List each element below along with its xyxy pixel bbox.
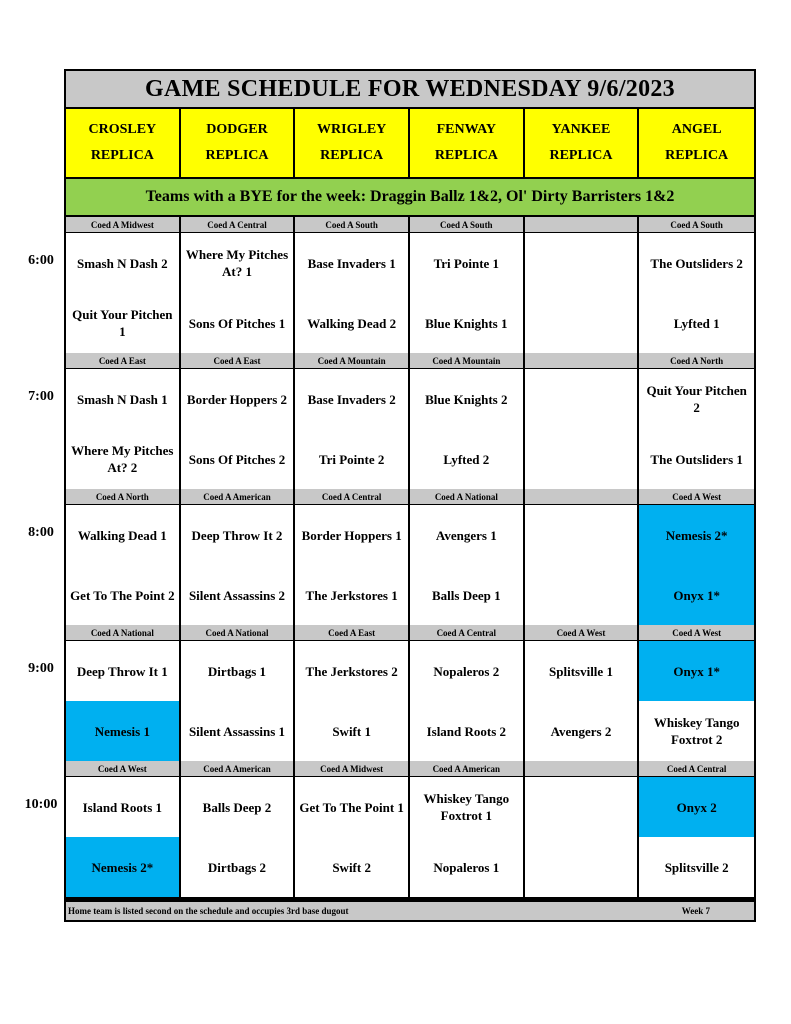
game-row <box>66 777 754 897</box>
time-label: 7:00 <box>28 389 54 404</box>
field-header <box>410 109 525 177</box>
field-name: FENWAY <box>436 122 497 137</box>
away-team: Deep Throw It 2 <box>181 505 294 565</box>
division-label: Coed A Mountain <box>295 353 410 369</box>
division-label: Coed A East <box>181 353 296 369</box>
home-team: Sons Of Pitches 1 <box>181 293 294 353</box>
home-team: Nopaleros 1 <box>410 837 523 897</box>
game-cell <box>525 233 640 353</box>
home-team: Walking Dead 2 <box>295 293 408 353</box>
away-team: Tri Pointe 1 <box>410 233 523 293</box>
away-team: Onyx 2 <box>639 777 754 837</box>
division-row <box>66 353 754 369</box>
game-cell <box>639 641 754 761</box>
away-team <box>525 777 638 837</box>
away-team: Base Invaders 1 <box>295 233 408 293</box>
away-team: The Jerkstores 2 <box>295 641 408 701</box>
home-team: The Outsliders 1 <box>639 429 754 489</box>
field-subtitle: REPLICA <box>665 148 729 163</box>
field-header <box>66 109 181 177</box>
division-label: Coed A American <box>410 761 525 777</box>
division-label: Coed A East <box>66 353 181 369</box>
game-cell <box>525 369 640 489</box>
game-cell <box>525 641 640 761</box>
field-name: YANKEE <box>551 122 611 137</box>
division-label: Coed A Central <box>639 761 754 777</box>
division-row <box>66 761 754 777</box>
game-cell <box>181 777 296 897</box>
time-label: 8:00 <box>28 525 54 540</box>
home-team: Silent Assassins 2 <box>181 565 294 625</box>
away-team: Whiskey Tango Foxtrot 1 <box>410 777 523 837</box>
home-team: Where My Pitches At? 2 <box>66 429 179 489</box>
game-cell <box>410 641 525 761</box>
game-cell <box>66 233 181 353</box>
home-team: Silent Assassins 1 <box>181 701 294 761</box>
division-label: Coed A West <box>525 625 640 641</box>
field-subtitle: REPLICA <box>205 148 269 163</box>
division-label: Coed A West <box>639 625 754 641</box>
home-team: Swift 2 <box>295 837 408 897</box>
game-cell <box>66 641 181 761</box>
footer-note: Home team is listed second on the schedule and occupies 3rd base dugout <box>68 906 349 916</box>
game-cell <box>525 505 640 625</box>
away-team: Deep Throw It 1 <box>66 641 179 701</box>
division-label: Coed A Central <box>410 625 525 641</box>
week-label: Week 7 <box>681 906 710 916</box>
game-cell <box>295 505 410 625</box>
division-label: Coed A Central <box>295 489 410 505</box>
bye-banner: Teams with a BYE for the week: Draggin Ballz 1&2, Ol' Dirty Barristers 1&2 <box>66 179 754 217</box>
time-slot <box>66 625 754 761</box>
game-cell <box>295 641 410 761</box>
time-slot <box>66 489 754 625</box>
game-cell <box>410 233 525 353</box>
home-team: Tri Pointe 2 <box>295 429 408 489</box>
game-cell <box>295 777 410 897</box>
home-team: Swift 1 <box>295 701 408 761</box>
game-cell <box>295 369 410 489</box>
division-label: Coed A East <box>295 625 410 641</box>
field-subtitle: REPLICA <box>549 148 613 163</box>
away-team: Border Hoppers 2 <box>181 369 294 429</box>
game-row <box>66 641 754 761</box>
home-team <box>525 293 638 353</box>
game-cell <box>410 369 525 489</box>
away-team: Nemesis 2* <box>639 505 754 565</box>
away-team: Where My Pitches At? 1 <box>181 233 294 293</box>
home-team: Whiskey Tango Foxtrot 2 <box>639 701 754 761</box>
division-row <box>66 217 754 233</box>
away-team: Smash N Dash 2 <box>66 233 179 293</box>
away-team: Nopaleros 2 <box>410 641 523 701</box>
game-cell <box>66 369 181 489</box>
home-team: Nemesis 1 <box>66 701 179 761</box>
home-team: Lyfted 1 <box>639 293 754 353</box>
field-header-row <box>66 109 754 179</box>
schedule-sheet <box>64 69 756 922</box>
field-subtitle: REPLICA <box>434 148 498 163</box>
field-name: ANGEL <box>671 122 722 137</box>
division-label: Coed A American <box>181 761 296 777</box>
home-team: Lyfted 2 <box>410 429 523 489</box>
field-name: DODGER <box>206 122 268 137</box>
game-cell <box>181 641 296 761</box>
division-label: Coed A Central <box>181 217 296 233</box>
home-team: Island Roots 2 <box>410 701 523 761</box>
away-team <box>525 233 638 293</box>
game-cell <box>66 777 181 897</box>
game-cell <box>525 777 640 897</box>
time-label: 10:00 <box>24 797 58 812</box>
time-slot <box>66 353 754 489</box>
division-label: Coed A North <box>66 489 181 505</box>
home-team: The Jerkstores 1 <box>295 565 408 625</box>
division-label: Coed A South <box>639 217 754 233</box>
game-cell <box>410 505 525 625</box>
field-header <box>181 109 296 177</box>
field-subtitle: REPLICA <box>90 148 154 163</box>
division-label <box>525 217 640 233</box>
away-team <box>525 505 638 565</box>
game-row <box>66 233 754 353</box>
away-team: Avengers 1 <box>410 505 523 565</box>
division-label: Coed A National <box>410 489 525 505</box>
time-slot <box>66 217 754 353</box>
game-cell <box>639 777 754 897</box>
field-header <box>295 109 410 177</box>
home-team: Splitsville 2 <box>639 837 754 897</box>
division-label <box>525 761 640 777</box>
field-name: WRIGLEY <box>317 122 387 137</box>
division-label <box>525 353 640 369</box>
home-team: Nemesis 2* <box>66 837 179 897</box>
division-label: Coed A National <box>181 625 296 641</box>
division-label: Coed A Mountain <box>410 353 525 369</box>
game-cell <box>295 233 410 353</box>
away-team: Border Hoppers 1 <box>295 505 408 565</box>
away-team: Splitsville 1 <box>525 641 638 701</box>
away-team: Smash N Dash 1 <box>66 369 179 429</box>
time-label: 6:00 <box>28 253 54 268</box>
field-name: CROSLEY <box>88 122 157 137</box>
away-team: The Outsliders 2 <box>639 233 754 293</box>
game-cell <box>181 233 296 353</box>
away-team: Balls Deep 2 <box>181 777 294 837</box>
field-header <box>525 109 640 177</box>
game-cell <box>639 233 754 353</box>
game-cell <box>639 505 754 625</box>
division-label: Coed A Midwest <box>66 217 181 233</box>
game-cell <box>410 777 525 897</box>
away-team: Blue Knights 2 <box>410 369 523 429</box>
home-team: Balls Deep 1 <box>410 565 523 625</box>
game-row <box>66 505 754 625</box>
home-team <box>525 429 638 489</box>
away-team: Walking Dead 1 <box>66 505 179 565</box>
game-cell <box>639 369 754 489</box>
home-team <box>525 837 638 897</box>
division-label: Coed A American <box>181 489 296 505</box>
home-team <box>525 565 638 625</box>
home-team: Sons Of Pitches 2 <box>181 429 294 489</box>
home-team: Avengers 2 <box>525 701 638 761</box>
home-team: Onyx 1* <box>639 565 754 625</box>
division-row <box>66 625 754 641</box>
away-team: Dirtbags 1 <box>181 641 294 701</box>
game-row <box>66 369 754 489</box>
game-cell <box>181 369 296 489</box>
home-team: Get To The Point 2 <box>66 565 179 625</box>
field-header <box>639 109 754 177</box>
division-label: Coed A National <box>66 625 181 641</box>
away-team: Island Roots 1 <box>66 777 179 837</box>
division-label: Coed A South <box>410 217 525 233</box>
schedule-title: GAME SCHEDULE FOR WEDNESDAY 9/6/2023 <box>66 71 754 109</box>
division-label <box>525 489 640 505</box>
field-subtitle: REPLICA <box>320 148 384 163</box>
home-team: Dirtbags 2 <box>181 837 294 897</box>
time-slot <box>66 761 754 897</box>
away-team: Base Invaders 2 <box>295 369 408 429</box>
away-team: Onyx 1* <box>639 641 754 701</box>
division-row <box>66 489 754 505</box>
home-team: Quit Your Pitchen 1 <box>66 293 179 353</box>
schedule-footer <box>66 900 754 920</box>
division-label: Coed A South <box>295 217 410 233</box>
away-team: Get To The Point 1 <box>295 777 408 837</box>
time-label: 9:00 <box>28 661 54 676</box>
division-label: Coed A West <box>639 489 754 505</box>
division-label: Coed A Midwest <box>295 761 410 777</box>
away-team: Quit Your Pitchen 2 <box>639 369 754 429</box>
home-team: Blue Knights 1 <box>410 293 523 353</box>
away-team <box>525 369 638 429</box>
division-label: Coed A West <box>66 761 181 777</box>
game-cell <box>181 505 296 625</box>
game-cell <box>66 505 181 625</box>
division-label: Coed A North <box>639 353 754 369</box>
